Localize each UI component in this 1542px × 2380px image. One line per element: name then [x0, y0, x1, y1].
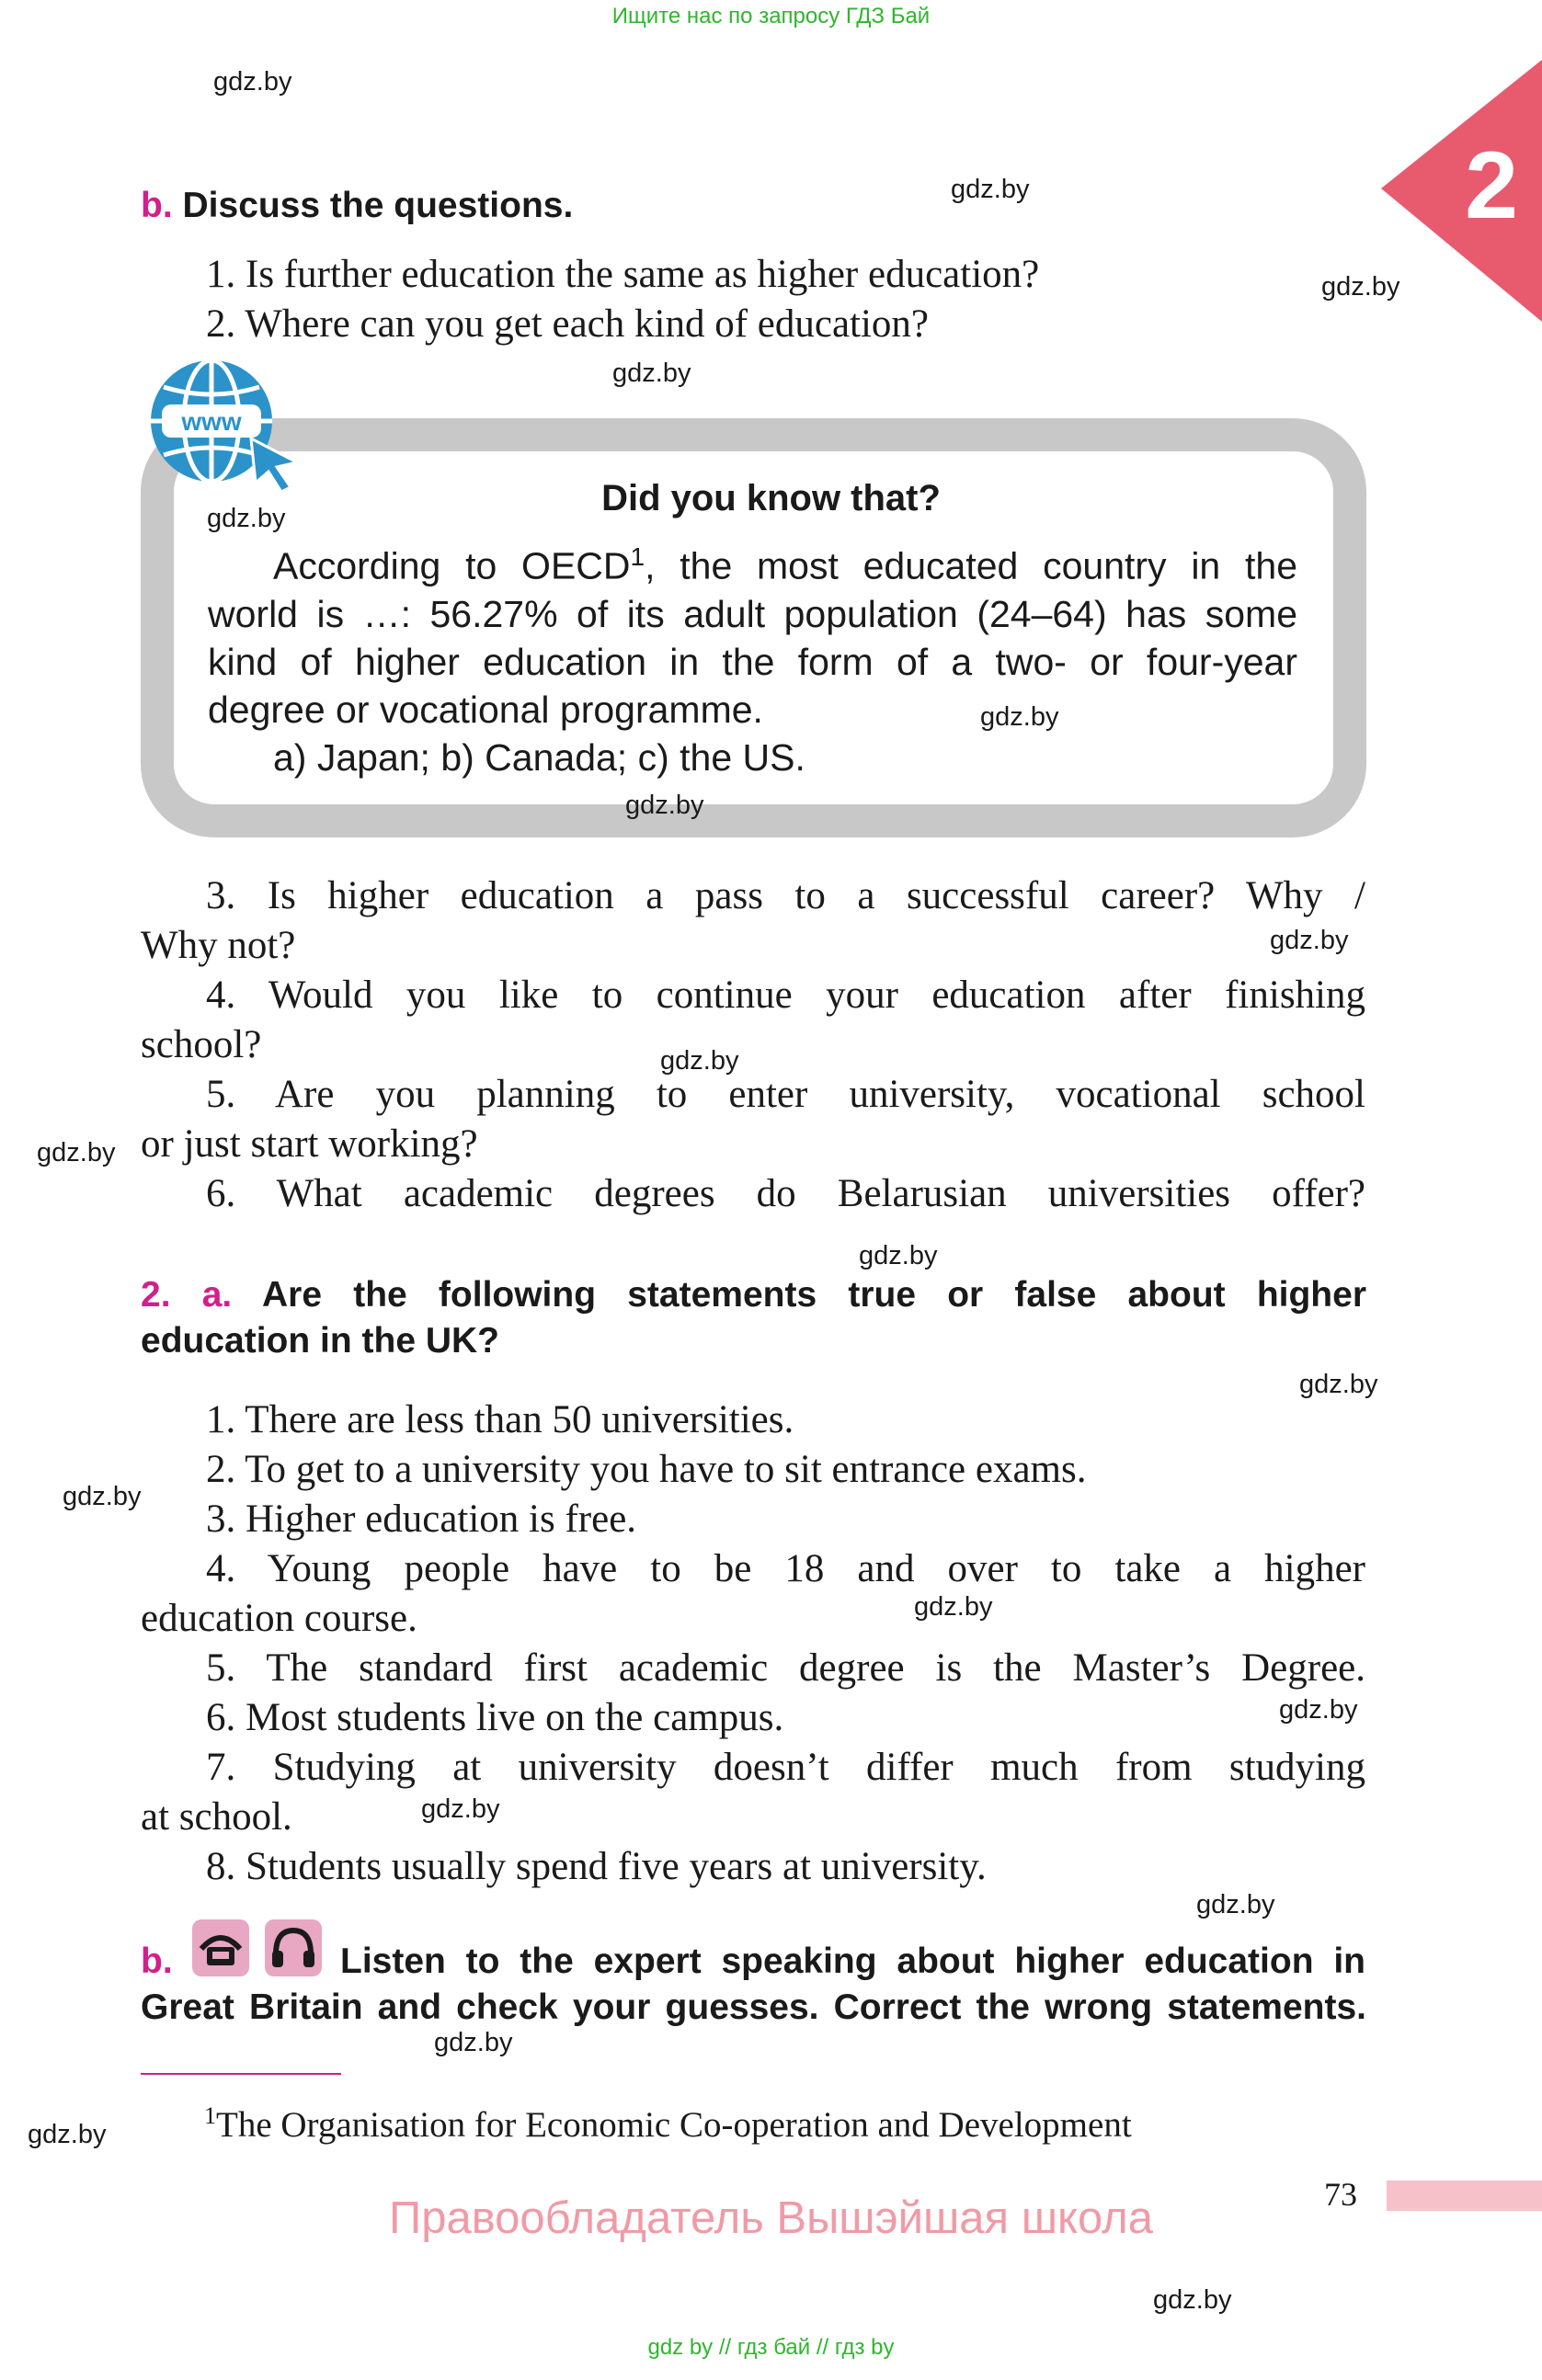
question-1: 1. Is further education the same as higher education? — [206, 253, 1040, 296]
question-5-line-2: or just start working? — [141, 1122, 478, 1166]
task-2b-line-2: Great Britain and check your guesses. Correct the wrong statements. — [141, 1987, 1366, 2027]
statement-6: 6. Most students live on the campus. — [206, 1696, 784, 1739]
statement-3: 3. Higher education is free. — [206, 1497, 637, 1541]
statement-5: 5. The standard first academic degree is the Master’s Degree. — [206, 1646, 1365, 1690]
task-2a-heading-line-2: education in the UK? — [141, 1321, 499, 1361]
question-4-line-2: school? — [141, 1023, 262, 1066]
svg-text:www: www — [181, 407, 242, 436]
statement-4-line-1: 4. Young people have to be 18 and over to take a higher — [206, 1547, 1365, 1590]
task-2a-label: 2. a. — [141, 1275, 233, 1315]
question-3-line-1: 3. Is higher education a pass to a successful career? Why / — [206, 874, 1365, 917]
question-3-line-2: Why not? — [141, 924, 296, 967]
statement-7-line-1: 7. Studying at university doesn’t differ much from studying — [206, 1746, 1365, 1789]
watermark: gdz.by — [951, 175, 1030, 204]
question-5-line-1: 5. Are you planning to enter university, vocational school — [206, 1073, 1365, 1116]
watermark: gdz.by — [421, 1794, 500, 1824]
statement-8: 8. Students usually spend five years at university. — [206, 1845, 987, 1888]
headphones-icon — [265, 1919, 322, 1976]
watermark: gdz.by — [37, 1138, 116, 1167]
watermark: gdz.by — [1153, 2285, 1232, 2315]
watermark: gdz.by — [612, 359, 691, 388]
search-hint: Ищите нас по запросу ГДЗ Бай — [611, 4, 931, 28]
cd-player-icon — [192, 1919, 249, 1976]
watermark: gdz.by — [859, 1241, 938, 1270]
question-6: 6. What academic degrees do Belarusian universities offer? — [206, 1172, 1365, 1215]
infobox-line-2: world is …: 56.27% of its adult population (24–64) has some — [208, 592, 1297, 635]
footnote-text: The Organisation for Economic Co-operation and Development — [216, 2105, 1132, 2145]
question-4-line-1: 4. Would you like to continue your education after finishing — [206, 974, 1365, 1017]
section-b-letter: b. — [141, 186, 173, 225]
watermark: gdz.by — [625, 791, 704, 820]
unit-number: 2 — [1465, 132, 1518, 239]
section-b-heading — [141, 182, 573, 229]
watermark: gdz.by — [1321, 272, 1400, 302]
watermark: gdz.by — [914, 1592, 993, 1622]
watermark: gdz.by — [28, 2120, 107, 2149]
section-b-title: Discuss the questions. — [182, 186, 574, 225]
watermark: gdz.by — [980, 702, 1059, 732]
task-2b-line-1: Listen to the expert speaking about higher education in — [340, 1942, 1365, 1981]
footnote-mark: 1 — [204, 2102, 216, 2129]
bottom-links[interactable]: gdz by // гдз бай // гдз by — [647, 2335, 895, 2360]
statement-2: 2. To get to a university you have to sit entrance exams. — [206, 1448, 1087, 1491]
infobox-options: a) Japan; b) Canada; c) the US. — [273, 735, 805, 779]
watermark: gdz.by — [434, 2028, 513, 2057]
footnote — [204, 2093, 1132, 2148]
infobox-line-4: degree or vocational programme. — [208, 688, 763, 731]
watermark: gdz.by — [63, 1482, 142, 1511]
watermark: gdz.by — [207, 504, 286, 533]
statement-4-line-2: education course. — [141, 1597, 417, 1640]
statement-1: 1. There are less than 50 universities. — [206, 1398, 794, 1441]
unit-tab — [1381, 60, 1542, 322]
watermark: gdz.by — [1299, 1370, 1378, 1399]
page-number: 73 — [1324, 2176, 1357, 2213]
www-globe-icon — [145, 354, 303, 492]
watermark: gdz.by — [213, 67, 292, 97]
watermark: gdz.by — [1196, 1890, 1275, 1919]
task-2b-label: b. — [141, 1942, 173, 1981]
copyright-notice: Правообладатель Вышэйшая школа — [388, 2193, 1154, 2243]
task-2a-heading-line-1: 2. a. Are the following statements true or false about higher — [141, 1275, 1366, 1315]
watermark: gdz.by — [1270, 926, 1349, 955]
infobox-title: Did you know that? — [601, 478, 941, 518]
watermark: gdz.by — [1279, 1695, 1358, 1725]
infobox-text — [208, 533, 1297, 781]
watermark: gdz.by — [660, 1046, 739, 1076]
question-2: 2. Where can you get each kind of education? — [206, 302, 930, 346]
infobox-line-3: kind of higher education in the form of a two- or four-year — [208, 640, 1297, 683]
footnote-divider — [141, 2073, 341, 2075]
statement-7-line-2: at school. — [141, 1795, 292, 1839]
infobox-line-1: According to OECD$^1$, the most educated country in the — [273, 542, 1297, 587]
